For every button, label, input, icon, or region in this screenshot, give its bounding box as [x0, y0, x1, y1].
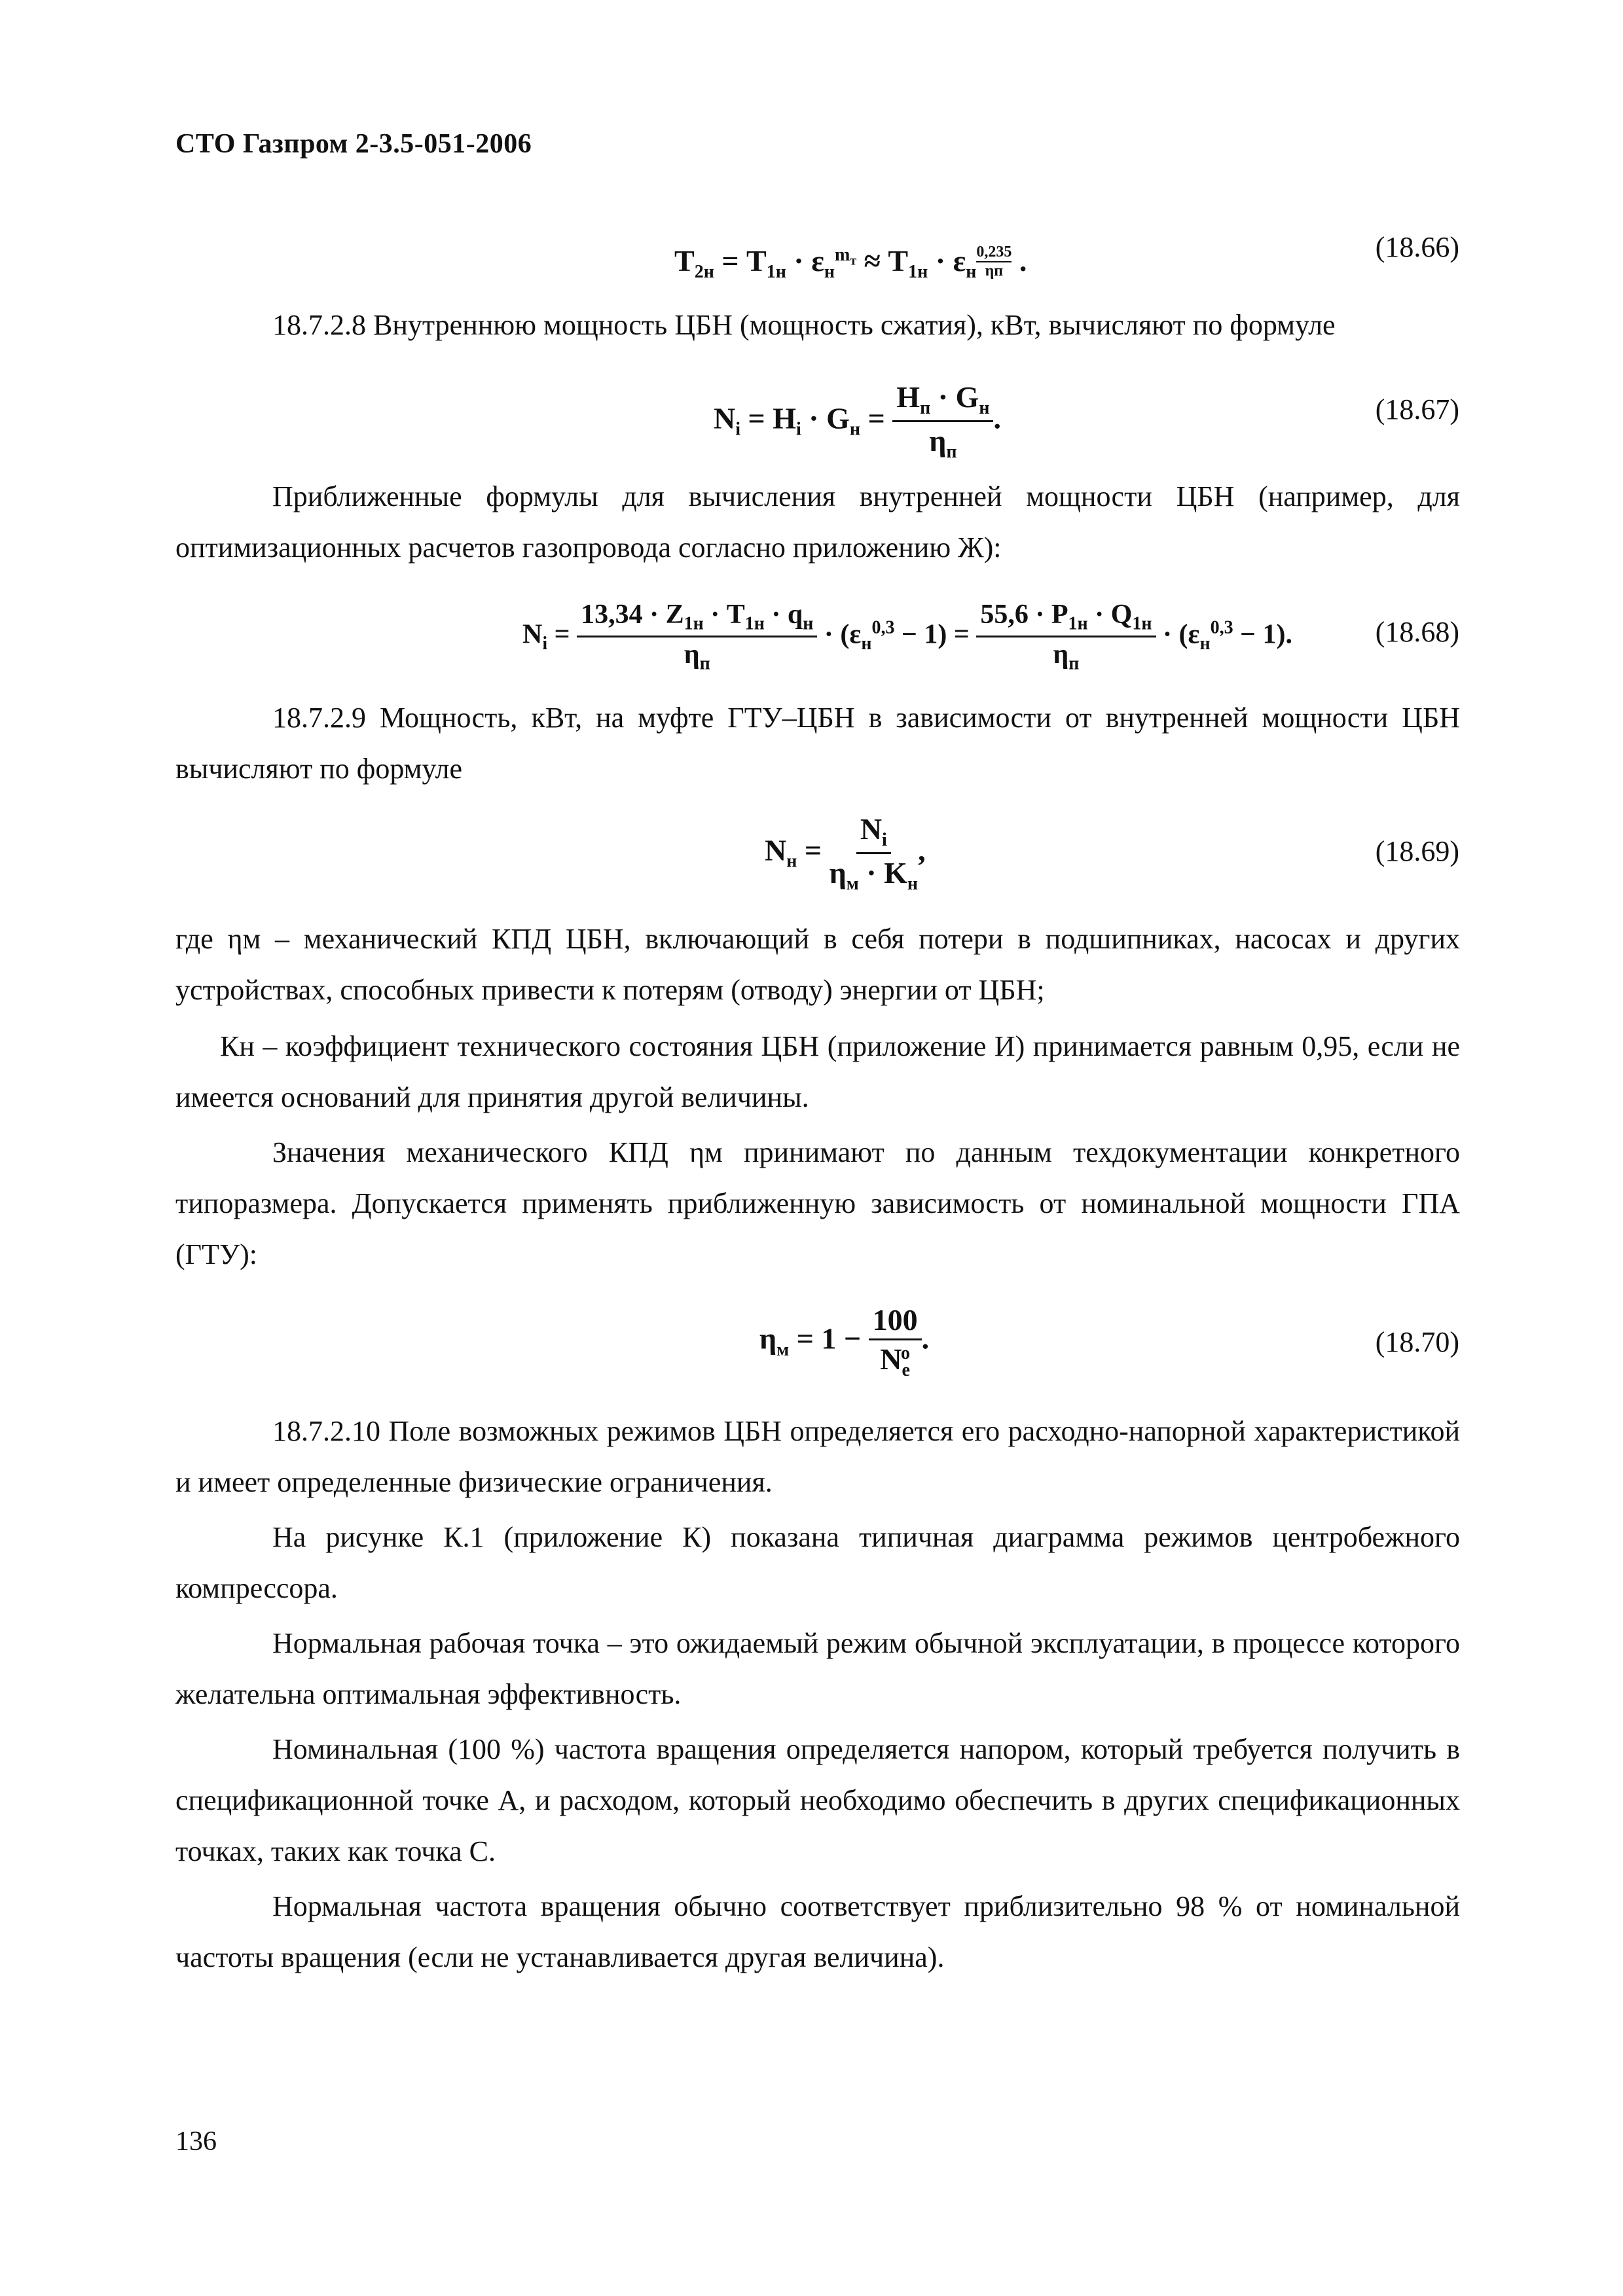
exponent-1: 0,3 — [871, 617, 895, 638]
formula-18-69: $N_н$ = $\frac{N_i}{\eta_м \cdot K_н}$ , — [765, 812, 926, 895]
document-header: СТО Газпром 2-3.5-051-2006 — [175, 129, 532, 159]
paragraph-mechanical-efficiency: Значения механического КПД ηм принимают по данным техдокументации конкретного типоразмера. Допускается применять приближенную зависимость от номинальной мощности ГПА (ГТУ): — [175, 1136, 1460, 1270]
paragraph-normal-speed: Нормальная частота вращения обычно соответствует приблизительно 98 % от номинальной частоты вращения (если не устанавливается другая величина). — [175, 1890, 1460, 1973]
formula-18-70: $\eta_м = 1$ − $\frac{100}{N_e^o}$ . — [759, 1303, 930, 1381]
equation-number-18-66: (18.66) — [1375, 231, 1459, 263]
exponent-numerator: 0,235 — [976, 243, 1012, 262]
paragraph-figure-k1: На рисунке К.1 (приложение К) показана типичная диаграмма режимов центробежного компрессора. — [175, 1521, 1460, 1604]
paragraph-18-7-2-9: 18.7.2.9 Мощность, кВт, на муфте ГТУ–ЦБН в зависимости от внутренней мощности ЦБН вычисляют по формуле — [175, 702, 1460, 785]
exponent-2: 0,3 — [1210, 617, 1233, 638]
formula-18-68: $N_i$ = $\frac{13,34 \cdot Z_{1н} \cdot T_{1н} \cdot q_н}{\eta_п}$ · $(\varepsilon_н^{0,3} - 1)$ = $\frac{55,6 \cdot P_{1н} \cdot Q_{1н}}{\eta_п}$ · $(\varepsilon_н^{0,3} - 1)$. — [522, 600, 1292, 674]
equation-number-18-68: (18.68) — [1375, 616, 1459, 648]
formula-18-67: $N_i = H_i \cdot G_н$ = $\frac{H_п \cdot G_н}{\eta_п}$ . — [714, 380, 1001, 463]
paragraph-18-7-2-10: 18.7.2.10 Поле возможных режимов ЦБН определяется его расходно-напорной характеристикой и имеет определенные физические ограничения. — [175, 1415, 1460, 1498]
paragraph-approximate-formulas: Приближенные формулы для вычисления внутренней мощности ЦБН (например, для оптимизационных расчетов газопровода согласно приложению Ж): — [175, 480, 1460, 564]
paragraph-nominal-speed: Номинальная (100 %) частота вращения определяется напором, который требуется получить в спецификационной точке А, и расходом, который необходимо обеспечить в других спецификационных точках, таких как точка С. — [175, 1733, 1460, 1867]
paragraph-k-definition: Кн – коэффициент технического состояния ЦБН (приложение И) принимается равным 0,95, если не имеется оснований для принятия другой величины. — [175, 1030, 1460, 1113]
formula-18-66: $T_{2н} = T_{1н} \cdot \varepsilon_н^{m_т} \approx T_{1н} \cdot \varepsilon_н$ 0,235 ηп . — [674, 243, 1027, 283]
coefficient-1: 13,34 — [581, 600, 643, 630]
equation-number-18-70: (18.70) — [1375, 1326, 1459, 1358]
equation-number-18-69: (18.69) — [1375, 835, 1459, 867]
fraction-numerator: 100 — [869, 1302, 922, 1340]
paragraph-18-7-2-8: 18.7.2.8 Внутреннюю мощность ЦБН (мощность сжатия), кВт, вычисляют по формуле — [272, 309, 1336, 341]
coefficient-2: 55,6 — [980, 600, 1029, 630]
exponent-denominator: ηп — [985, 262, 1004, 279]
page-number: 136 — [175, 2126, 217, 2157]
paragraph-normal-point: Нормальная рабочая точка – это ожидаемый режим обычной эксплуатации, в процессе которого желательна оптимальная эффективность. — [175, 1627, 1460, 1710]
paragraph-eta-definition: где ηм – механический КПД ЦБН, включающий в себя потери в подшипниках, насосах и других устройствах, способных привести к потерям (отводу) энергии от ЦБН; — [175, 923, 1460, 1006]
equation-number-18-67: (18.67) — [1375, 393, 1459, 425]
